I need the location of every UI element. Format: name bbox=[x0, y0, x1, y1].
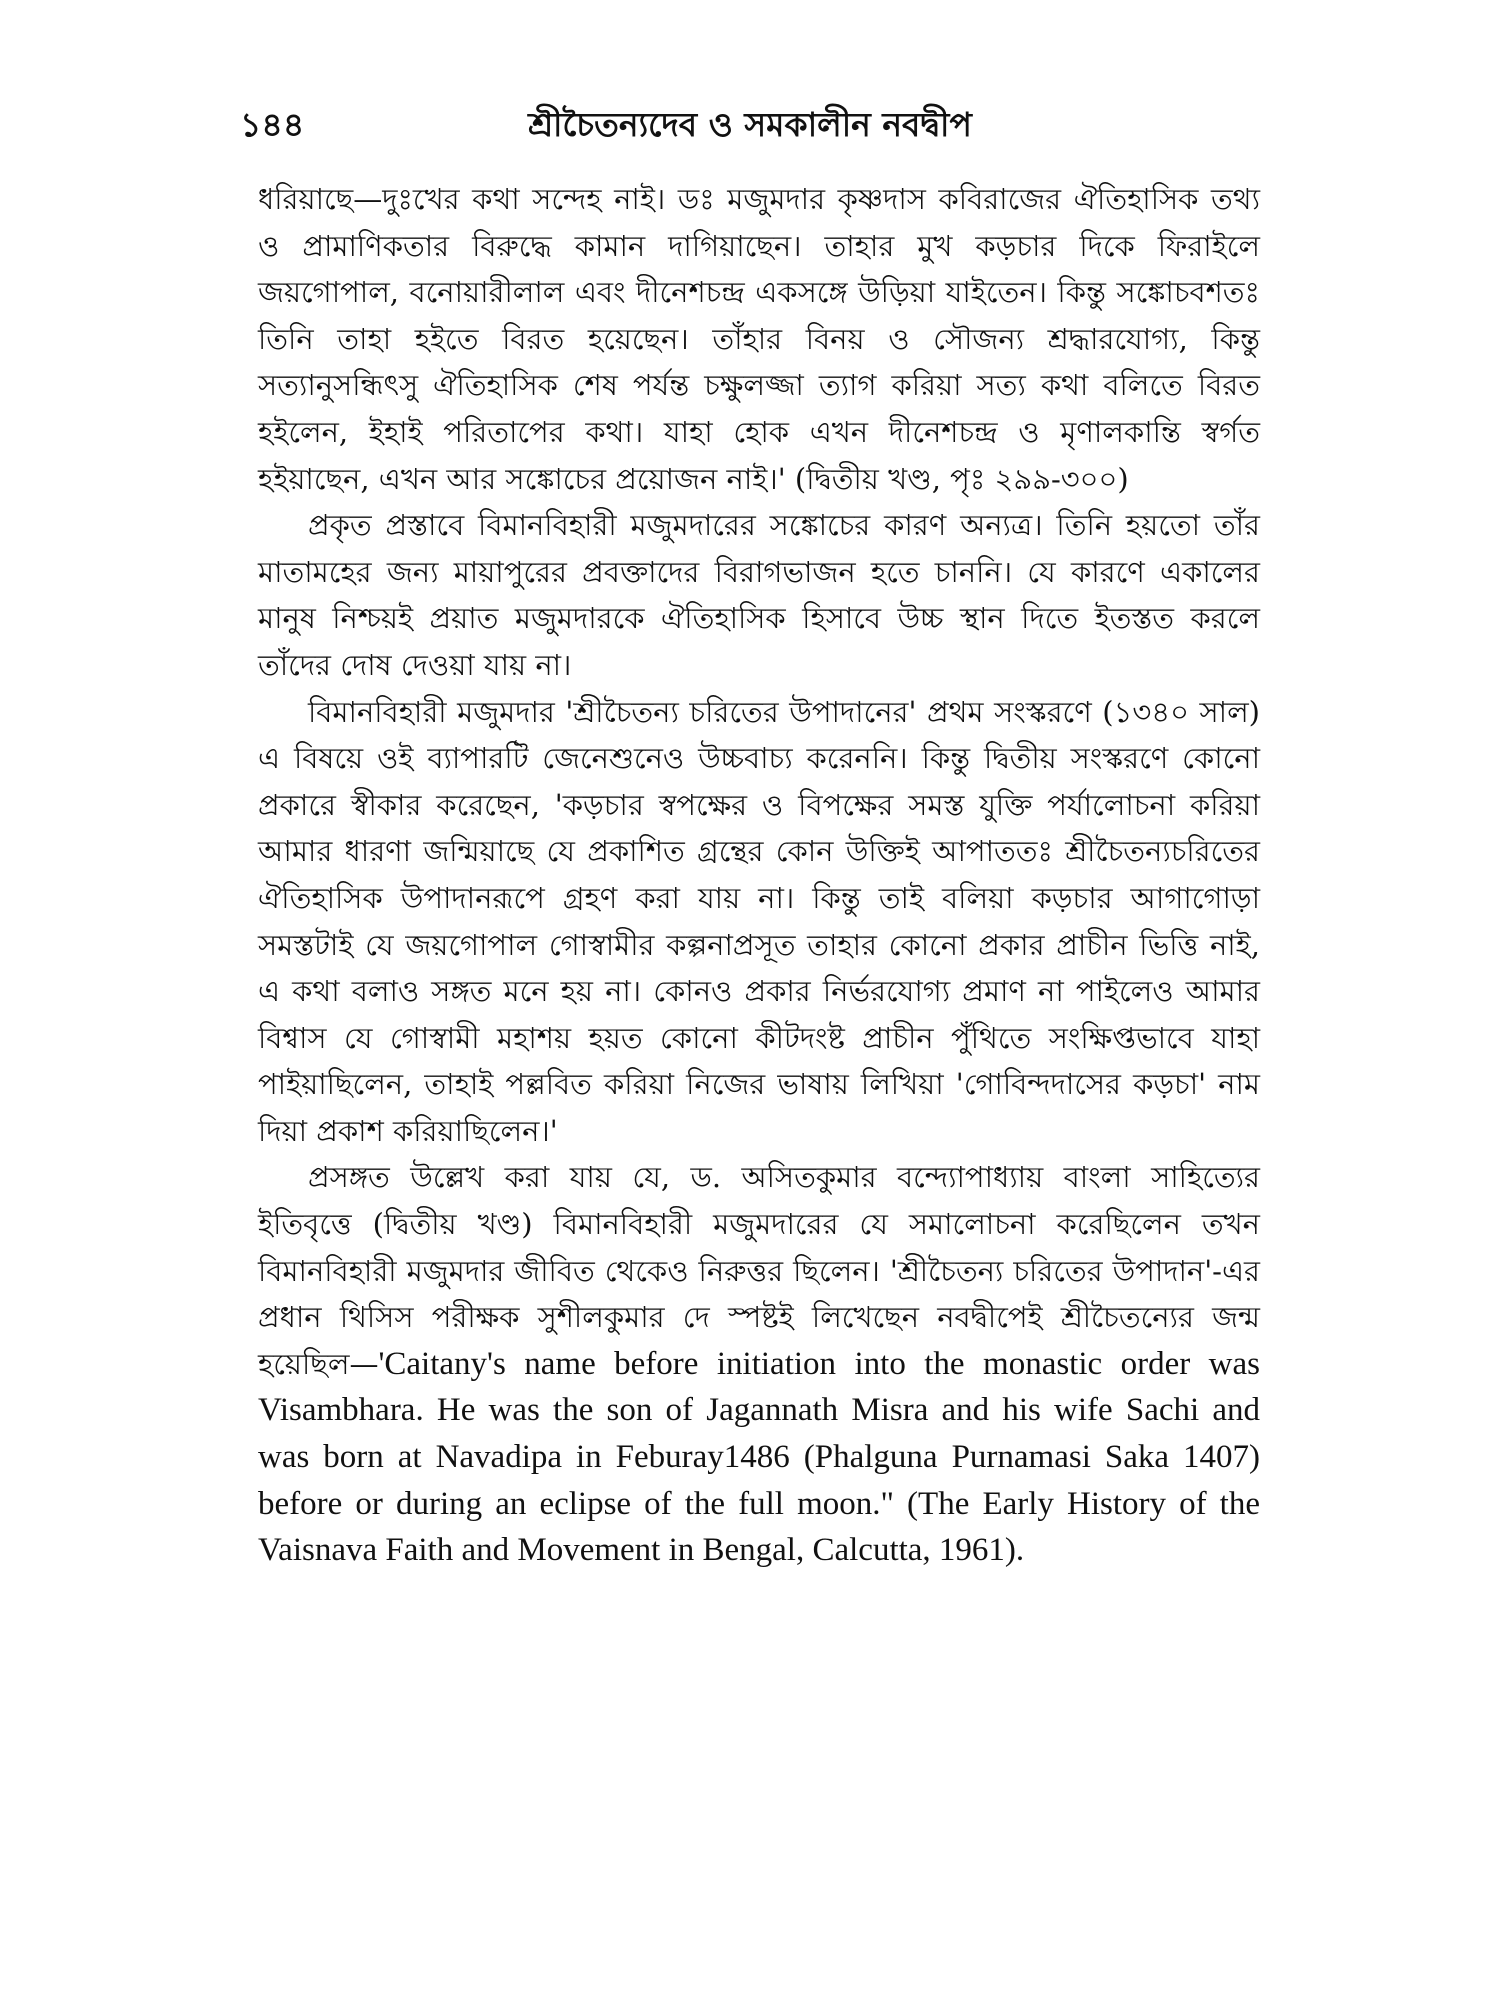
page-number: ১৪৪ bbox=[240, 105, 305, 144]
paragraph-reason: প্রকৃত প্রস্তাবে বিমানবিহারী মজুমদারের সঙ্কোচের কারণ অন্যত্র। তিনি হয়তো তাঁর মাতামহের জন্য মায়াপুরের প্রবক্তাদের বিরাগভাজন হতে চাননি। যে কারণে একালের মানুষ নিশ্চয়ই প্রয়াত মজুমদারকে ঐতিহাসিক হিসাবে উচ্চ স্থান দিতে ইতস্তত করলে তাঁদের দোষ দেওয়া যায় না। bbox=[258, 508, 1260, 682]
body-text bbox=[258, 176, 1260, 1574]
paragraph-final bbox=[258, 1154, 1260, 1573]
english-quotation: 'Caitany's name before initiation into the monastic order was Visambhara. He was the son of Jagannath Misra and his wife Sachi and was born at Navadipa in Feburay1486 (Phalguna Purnamasi Saka 1407) before or during an eclipse of the full moon." (The Early History of the Vaisnava Faith and Movement in Bengal, Calcutta, 1961). bbox=[258, 1345, 1260, 1569]
running-head bbox=[240, 100, 1260, 150]
paragraph-continuation: ধরিয়াছে—দুঃখের কথা সন্দেহ নাই। ডঃ মজুমদার কৃষ্ণদাস কবিরাজের ঐতিহাসিক তথ্য ও প্রামাণিকতার বিরুদ্ধে কামান দাগিয়াছেন। তাহার মুখ কড়চার দিকে ফিরাইলে জয়গোপাল, বনোয়ারীলাল এবং দীনেশচন্দ্র একসঙ্গে উড়িয়া যাইতেন। কিন্তু সঙ্কোচবশতঃ তিনি তাহা হইতে বিরত হয়েছেন। তাঁহার বিনয় ও সৌজন্য শ্রদ্ধারযোগ্য, কিন্তু সত্যানুসন্ধিৎসু ঐতিহাসিক শেষ পর্যন্ত চক্ষুলজ্জা ত্যাগ করিয়া সত্য কথা বলিতে বিরত হইলেন, ইহাই পরিতাপের কথা। যাহা হোক এখন দীনেশচন্দ্র ও মৃণালকান্তি স্বর্গত হইয়াছেন, এখন আর সঙ্কোচের প্রয়োজন নাই।' (দ্বিতীয় খণ্ড, পৃঃ ২৯৯-৩০০) bbox=[258, 182, 1260, 496]
book-title: শ্রীচৈতন্যদেব ও সমকালীন নবদ্বীপ bbox=[528, 105, 972, 144]
paragraph-quotation: বিমানবিহারী মজুমদার 'শ্রীচৈতন্য চরিতের উপাদানের' প্রথম সংস্করণে (১৩৪০ সাল) এ বিষয়ে ওই ব্যাপারটি জেনেশুনেও উচ্চবাচ্য করেননি। কিন্তু দ্বিতীয় সংস্করণে কোনো প্রকারে স্বীকার করেছেন, 'কড়চার স্বপক্ষের ও বিপক্ষের সমস্ত যুক্তি পর্যালোচনা করিয়া আমার ধারণা জন্মিয়াছে যে প্রকাশিত গ্রন্থের কোন উক্তিই আপাততঃ শ্রীচৈতন্যচরিতের ঐতিহাসিক উপাদানরূপে গ্রহণ করা যায় না। কিন্তু তাই বলিয়া কড়চার আগাগোড়া সমস্তটাই যে জয়গোপাল গোস্বামীর কল্পনাপ্রসূত তাহার কোনো প্রকার প্রাচীন ভিত্তি নাই, এ কথা বলাও সঙ্গত মনে হয় না। কোনও প্রকার নির্ভরযোগ্য প্রমাণ না পাইলেও আমার বিশ্বাস যে গোস্বামী মহাশয় হয়ত কোনো কীটদংষ্ট প্রাচীন পুঁথিতে সংক্ষিপ্তভাবে যাহা পাইয়াছিলেন, তাহাই পল্লবিত করিয়া নিজের ভাষায় লিখিয়া 'গোবিন্দদাসের কড়চা' নাম দিয়া প্রকাশ করিয়াছিলেন।' bbox=[258, 694, 1260, 1148]
paragraph-final-bengali: প্রসঙ্গত উল্লেখ করা যায় যে, ড. অসিতকুমার বন্দ্যোপাধ্যায় বাংলা সাহিত্যের ইতিবৃত্তে (দ্বিতীয় খণ্ড) বিমানবিহারী মজুমদারের যে সমালোচনা করেছিলেন তখন বিমানবিহারী মজুমদার জীবিত থেকেও নিরুত্তর ছিলেন। 'শ্রীচৈতন্য চরিতের উপাদান'-এর প্রধান থিসিস পরীক্ষক সুশীলকুমার দে স্পষ্টই লিখেছেন নবদ্বীপেই শ্রীচৈতন্যের জন্ম হয়েছিল— bbox=[258, 1160, 1260, 1381]
